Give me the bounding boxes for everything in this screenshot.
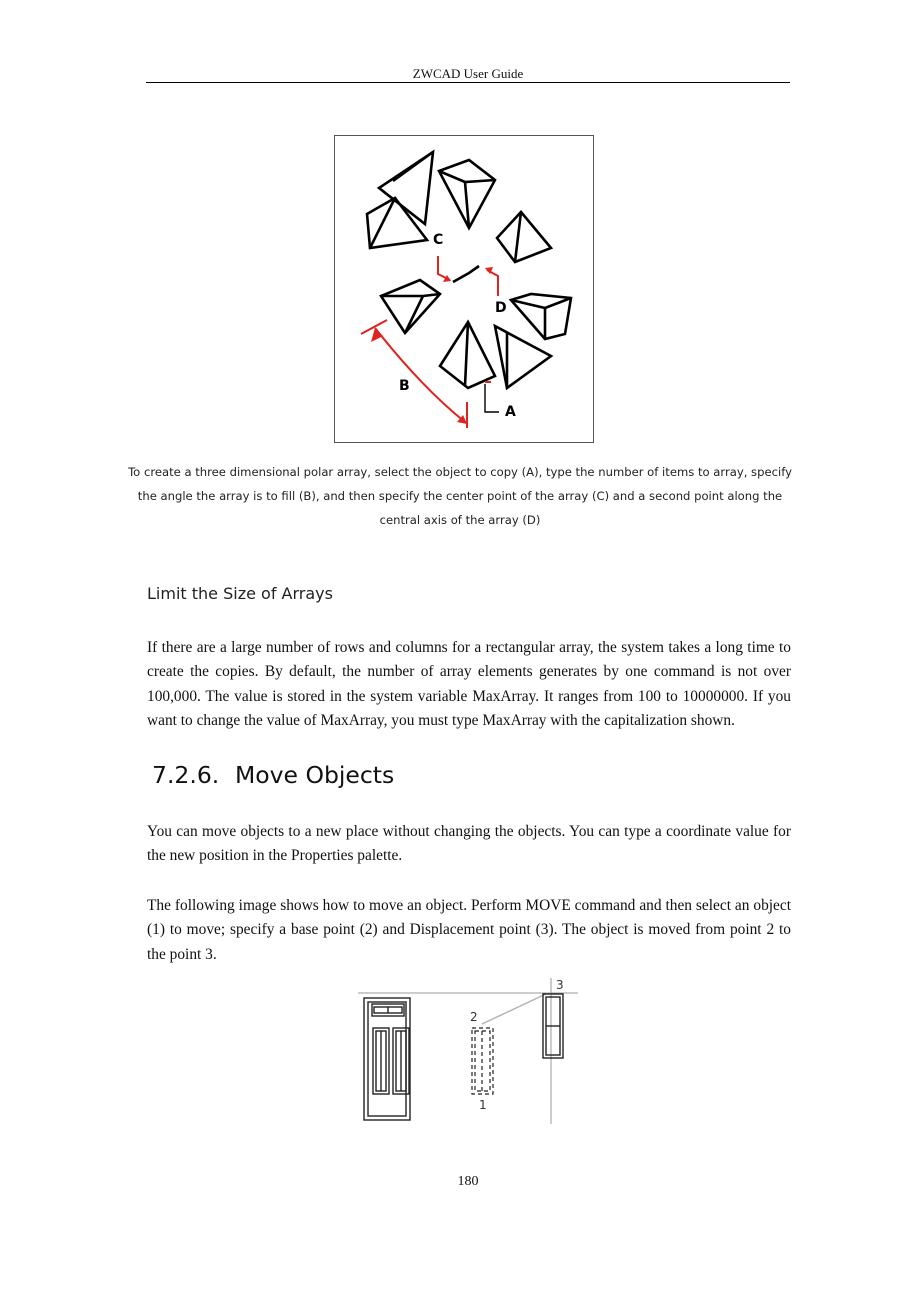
point-3-label: 3: [556, 978, 564, 992]
paragraph-move-steps: The following image shows how to move an object. Perform MOVE command and then select an object (1) to move; specify a base point (2) and Displacement point (3). The object is moved from point 2 to the point 3.: [147, 897, 791, 963]
section-number: 7.2.6.: [152, 761, 220, 789]
label-d: D: [495, 300, 507, 316]
box-right: [511, 294, 571, 339]
page-number: 180: [457, 1174, 479, 1189]
label-c: C: [433, 232, 444, 248]
selected-object-dashed: [472, 1028, 493, 1094]
paragraph-array-limit: If there are a large number of rows and columns for a rectangular array, the system takes a long time to create the copies. By default, the number of array elements generates by one command is not over 100,000. The value is stored in the system variable MaxArray. It ranges from 100 to 10000000. If you want to change the value of MaxArray, you must type MaxArray with the capitalization shown.: [147, 639, 791, 729]
label-b: B: [399, 378, 410, 394]
pyramid-top: [439, 160, 495, 228]
door-object: [364, 998, 410, 1120]
point-2-label: 2: [470, 1010, 478, 1024]
section-heading: [152, 761, 394, 789]
array-axis: [453, 266, 479, 282]
wedge-right: [497, 212, 551, 262]
paragraph-move-intro: You can move objects to a new place without changing the objects. You can type a coordinate value for the new position in the Properties palette.: [147, 823, 791, 865]
moved-object: [543, 994, 563, 1058]
wedge-left: [367, 198, 427, 248]
polar-array-figure: [334, 135, 594, 443]
polar-array-illustration: [335, 136, 592, 441]
pyramid-left: [381, 280, 440, 333]
subsection-heading: Limit the Size of Arrays: [147, 584, 333, 603]
section-title: Move Objects: [235, 761, 395, 789]
page-header: ZWCAD User Guide: [412, 66, 524, 81]
pyramid-center: [440, 322, 495, 388]
move-illustration: [356, 976, 580, 1126]
label-a: A: [505, 404, 516, 420]
displacement-line: [482, 993, 548, 1024]
point-1-label: 1: [479, 1098, 487, 1112]
move-objects-figure: [356, 976, 580, 1126]
figure-caption: To create a three dimensional polar array, select the object to copy (A), type the number of items to array, specify the angle the array is to fill (B), and then specify the center point of the array (C) and a second point along the central axis of the array (D): [128, 465, 792, 527]
header-rule: [146, 82, 790, 83]
